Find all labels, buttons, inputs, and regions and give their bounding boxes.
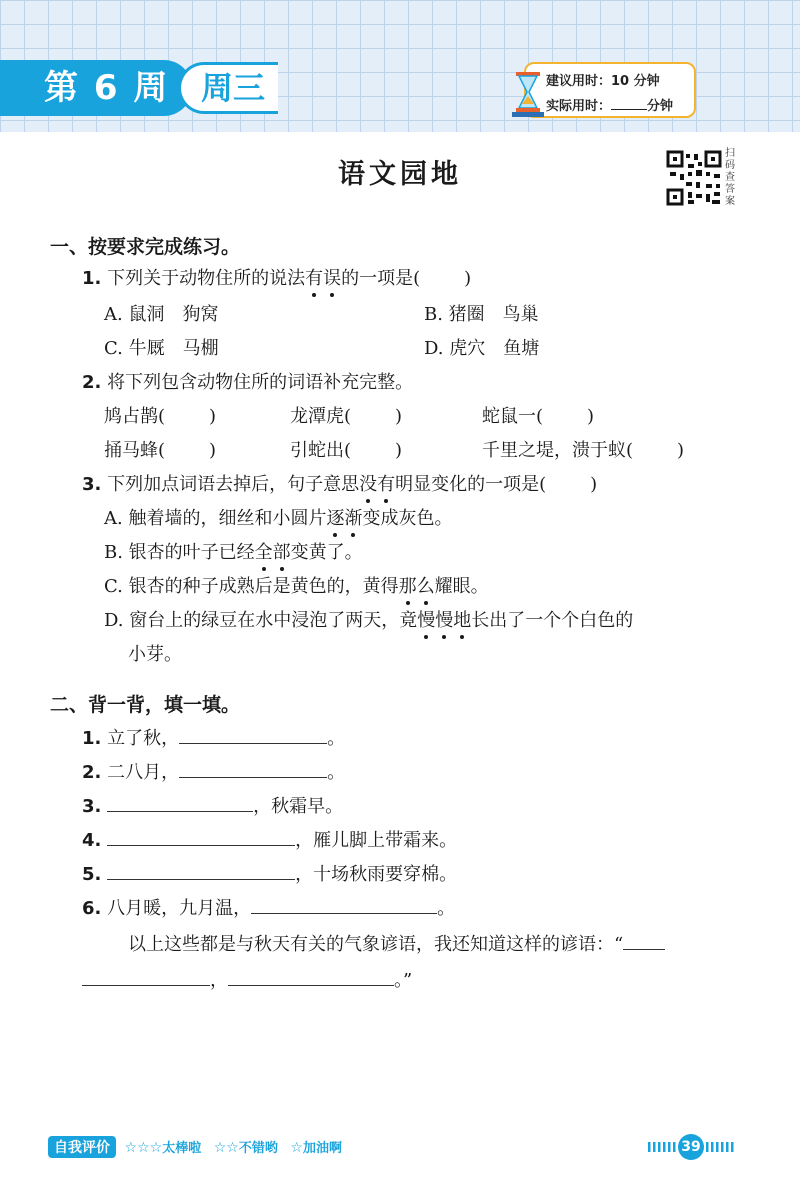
rating-excellent: 太棒啦 [162, 1141, 202, 1156]
recite-item-6: 6. 八月暖，九月温， 。 [82, 894, 455, 920]
fill-blank[interactable] [107, 793, 253, 812]
emphasized-word: 没有 [359, 474, 395, 495]
q3-option-a: A. 触着墙的，细丝和小圆片逐渐变成灰色。 [104, 504, 452, 530]
recite-item-5: 5. ，十场秋雨要穿棉。 [82, 860, 457, 886]
fill-blank[interactable] [623, 931, 665, 950]
suggested-time: 建议用时：10 分钟 [546, 74, 660, 89]
q3-option-d-cont: 小芽。 [128, 644, 182, 665]
q2-item: 鸠占鹊( ) [104, 406, 217, 427]
hourglass-icon [512, 70, 544, 118]
day-label: 周三 [178, 62, 278, 114]
recite-item-4: 4. ，雁儿脚上带霜来。 [82, 826, 457, 852]
emphasized-word: 全部 [255, 542, 291, 563]
recite-item-1: 1. 立了秋， 。 [82, 724, 345, 750]
emphasized-word: 逐渐 [326, 508, 362, 529]
question-3: 3. 下列加点词语去掉后，句子意思没有明显变化的一项是( ) [82, 470, 597, 496]
q1-option-c: C. 牛厩 马棚 [104, 338, 219, 359]
section2-heading: 二、背一背，填一填。 [50, 694, 241, 716]
closing-line-1: 以上这些都是与秋天有关的气象谚语，我还知道这样的谚语：“ [128, 930, 665, 956]
decor-bar [648, 1142, 678, 1152]
q3-option-b: B. 银杏的叶子已经全部变黄了。 [104, 538, 363, 564]
fill-blank[interactable] [107, 827, 295, 846]
actual-time: 实际用时： 分钟 [546, 99, 674, 114]
recite-item-3: 3. ，秋霜早。 [82, 792, 343, 818]
q2-item: 龙潭虎( ) [290, 406, 403, 427]
q2-item: 捅马蜂( ) [104, 440, 217, 461]
time-box [524, 62, 696, 118]
question-1: 1. 下列关于动物住所的说法有误的一项是( ) [82, 264, 471, 290]
q3-option-c: C. 银杏的种子成熟后是黄色的，黄得那么耀眼。 [104, 572, 489, 598]
fill-blank[interactable] [179, 725, 327, 744]
q2-item: 蛇鼠一( ) [482, 406, 595, 427]
week-banner [0, 60, 278, 116]
closing-line-2: ， 。” [82, 966, 412, 992]
week-label: 第 6 周 [0, 60, 192, 116]
q1-option-d: D. 虎穴 鱼塘 [424, 338, 540, 359]
page-number-badge [648, 1134, 734, 1160]
recite-item-2: 2. 二八月， 。 [82, 758, 345, 784]
star-icon[interactable]: ☆☆ [213, 1140, 239, 1156]
question-2: 2. 将下列包含动物住所的词语补充完整。 [82, 372, 414, 393]
q1-option-a: A. 鼠洞 狗窝 [104, 304, 219, 325]
section1-heading: 一、按要求完成练习。 [50, 236, 241, 258]
q2-item: 引蛇出( ) [290, 440, 403, 461]
self-eval-label: 自我评价 [48, 1136, 116, 1158]
emphasized-word: 那么 [399, 576, 435, 597]
fill-blank[interactable] [251, 895, 437, 914]
page-number: 39 [678, 1134, 704, 1160]
page-title: 语文园地 [338, 159, 462, 190]
fill-blank[interactable] [82, 967, 210, 986]
actual-time-blank[interactable] [611, 97, 647, 110]
q1-option-b: B. 猪圈 鸟巢 [424, 304, 539, 325]
rating-keep-going: 加油啊 [302, 1141, 342, 1156]
self-evaluation [48, 1136, 342, 1158]
qr-label: 扫码查答案 [725, 148, 735, 207]
star-icon[interactable]: ☆☆☆ [124, 1140, 163, 1156]
q2-item: 千里之堤，溃于蚁( ) [482, 440, 685, 461]
decor-bar [706, 1142, 736, 1152]
star-icon[interactable]: ☆ [290, 1140, 303, 1156]
q3-option-d: D. 窗台上的绿豆在水中浸泡了两天，竟慢慢地长出了一个个白色的 [104, 606, 633, 632]
qr-code-icon[interactable] [666, 150, 722, 206]
rating-good: 不错哟 [238, 1141, 278, 1156]
fill-blank[interactable] [228, 967, 394, 986]
fill-blank[interactable] [179, 759, 327, 778]
emphasized-word: 有误 [305, 268, 341, 289]
emphasized-word: 慢慢地 [417, 610, 471, 631]
fill-blank[interactable] [107, 861, 295, 880]
